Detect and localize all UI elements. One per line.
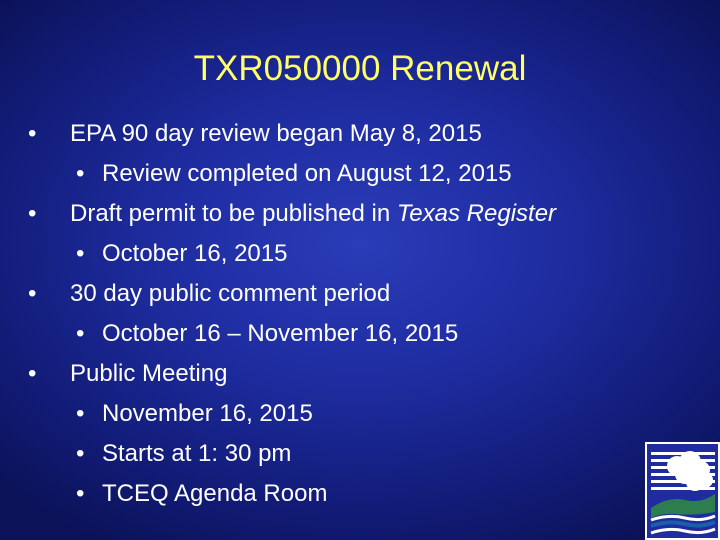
bullet-text: TCEQ Agenda Room — [102, 480, 328, 507]
bullet-item — [28, 354, 668, 394]
tceq-logo-icon — [645, 442, 720, 540]
sub-bullet-item — [28, 474, 668, 514]
bullet-dot: • — [76, 480, 85, 507]
bullet-dot: • — [76, 320, 85, 347]
bullet-text: EPA 90 day review began May 8, 2015 — [70, 120, 482, 147]
bullet-dot: • — [76, 160, 85, 187]
bullet-text: Starts at 1: 30 pm — [102, 440, 292, 467]
bullet-dot: • — [28, 360, 37, 387]
sub-bullet-item — [28, 154, 668, 194]
bullet-dot: • — [28, 280, 37, 307]
bullet-text: October 16, 2015 — [102, 240, 288, 267]
sub-bullet-item — [28, 434, 668, 474]
bullet-text: November 16, 2015 — [102, 400, 313, 427]
bullet-dot: • — [28, 200, 37, 227]
bullet-dot: • — [76, 400, 85, 427]
bullet-italic-text: Texas Register — [396, 200, 557, 227]
bullet-text: Review completed on August 12, 2015 — [102, 160, 512, 187]
bullet-item — [28, 194, 668, 234]
bullet-list — [28, 114, 668, 514]
bullet-text: October 16 – November 16, 2015 — [102, 320, 459, 347]
slide-title: TXR050000 Renewal — [193, 49, 527, 88]
bullet-item — [28, 274, 668, 314]
bullet-text: Public Meeting — [70, 360, 228, 387]
sub-bullet-item — [28, 314, 668, 354]
bullet-text: Draft permit to be published in — [70, 200, 397, 227]
sub-bullet-item — [28, 394, 668, 434]
bullet-text: 30 day public comment period — [70, 280, 391, 307]
bullet-item — [28, 114, 668, 154]
bullet-dot: • — [76, 240, 85, 267]
sub-bullet-item — [28, 234, 668, 274]
bullet-dot: • — [28, 120, 37, 147]
bullet-dot: • — [76, 440, 85, 467]
